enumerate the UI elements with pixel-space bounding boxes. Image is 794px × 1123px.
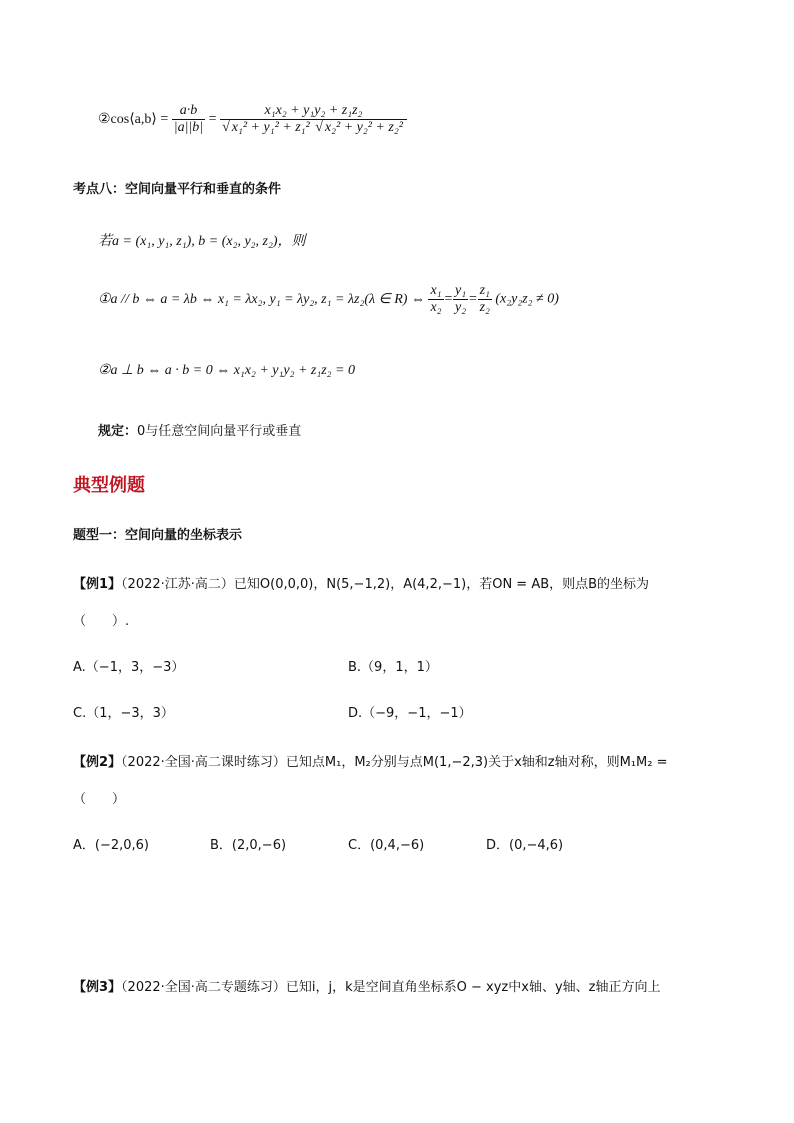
frac-z	[478, 283, 492, 316]
ex1-blank: （ ）.	[73, 614, 130, 629]
ex1-stem	[73, 573, 649, 592]
ex2-source: （2022·全国·高二课时练习）	[121, 755, 286, 770]
frac-y	[453, 283, 468, 316]
ex2-blank: （ ）	[73, 792, 126, 807]
frac-x-den: x₂	[430, 300, 442, 315]
cos-eq1: =	[160, 111, 169, 127]
cos-den-right: x₂² + y₂² + z₂²	[324, 120, 403, 135]
ex3-source: （2022·全国·高二专题练习）	[121, 980, 286, 995]
ex2-text: 已知点M₁，M₂分别与点M(1,−2,3)关于x轴和z轴对称，则M₁M₂ =	[285, 755, 668, 770]
cos-frac-num: a·b	[172, 103, 205, 120]
frac-z-den: z₂	[479, 300, 490, 315]
ex2-option-c[interactable]: C．(0,4,−6)	[348, 838, 425, 853]
parallel-condition	[98, 283, 559, 323]
cos-denominator: √ x₁² + y₁² + z₁² √ x₂² + y₂² + z₂²	[222, 120, 403, 135]
ex1-option-a[interactable]: A.（−1，3，−3）	[73, 660, 185, 675]
cos-frac-den: |a||b|	[173, 120, 204, 135]
cos-angle: ⟨a,b⟩	[129, 112, 157, 127]
rule-label: 规定：	[98, 424, 138, 439]
ex3-text: 已知i，j，k是空间直角坐标系O − xyz中x轴、y轴、z轴正方向上	[285, 980, 661, 995]
cos-numerator: x₁x₂ + y₁y₂ + z₁z₂	[220, 103, 407, 120]
ex1-text: 已知O(0,0,0)，N(5,−1,2)，A(4,2,−1)，若ON = AB，则点B的坐标为	[233, 577, 650, 592]
frac-y-den: y₂	[455, 300, 467, 315]
examples-heading: 典型例题	[73, 475, 145, 496]
ex1-source: （2022·江苏·高二）	[121, 577, 234, 592]
cos-den-left: x₁² + y₁² + z₁²	[231, 120, 310, 135]
ex2-option-b[interactable]: B．(2,0,−6)	[210, 838, 287, 853]
eq-a: =	[443, 291, 454, 307]
cos-formula	[98, 103, 407, 153]
eq-b: =	[468, 291, 478, 307]
parallel-tail: (x₂y₂z₂ ≠ 0)	[495, 291, 559, 307]
frac-y-num: y₁	[455, 283, 467, 298]
ex1-option-d[interactable]: D.（−9，−1，−1）	[348, 706, 472, 721]
cos-frac-vectors	[172, 103, 205, 136]
section8-title: 考点八：空间向量平行和垂直的条件	[73, 182, 282, 197]
ex1-option-c[interactable]: C.（1，−3，3）	[73, 706, 174, 721]
ex1-option-b[interactable]: B.（9，1，1）	[348, 660, 438, 675]
perp-condition: ②a ⊥ b ⇔ a · b = 0 ⇔ x₁x₂ + y₁y₂ + z₁z₂ = 0	[98, 363, 355, 378]
cos-eq2: =	[208, 111, 217, 127]
frac-x-num: x₁	[430, 283, 442, 298]
ex3-stem	[73, 976, 660, 995]
frac-x	[428, 283, 443, 316]
ex2-option-a[interactable]: A．(−2,0,6)	[73, 838, 150, 853]
rule-line	[98, 420, 301, 439]
ex3-tag: 【例3】	[73, 980, 122, 995]
ex1-tag: 【例1】	[73, 577, 122, 592]
type1-title: 题型一：空间向量的坐标表示	[73, 528, 243, 543]
ex2-tag: 【例2】	[73, 755, 122, 770]
rule-text: 0与任意空间向量平行或垂直	[137, 424, 302, 439]
ex2-stem	[73, 751, 668, 770]
cos-frac-coords	[220, 103, 407, 136]
parallel-text: ①a // b ⇔ a = λb ⇔ x₁ = λx₂, y₁ = λy₂, z₁ = λz₂(λ ∈ R) ⇔	[98, 292, 425, 307]
frac-z-num: z₁	[479, 283, 490, 298]
section8-given: 若a = (x₁, y₁, z₁), b = (x₂, y₂, z₂)，则	[98, 234, 306, 249]
cos-prefix: ②cos	[98, 112, 130, 127]
ex2-option-d[interactable]: D．(0,−4,6)	[486, 838, 564, 853]
